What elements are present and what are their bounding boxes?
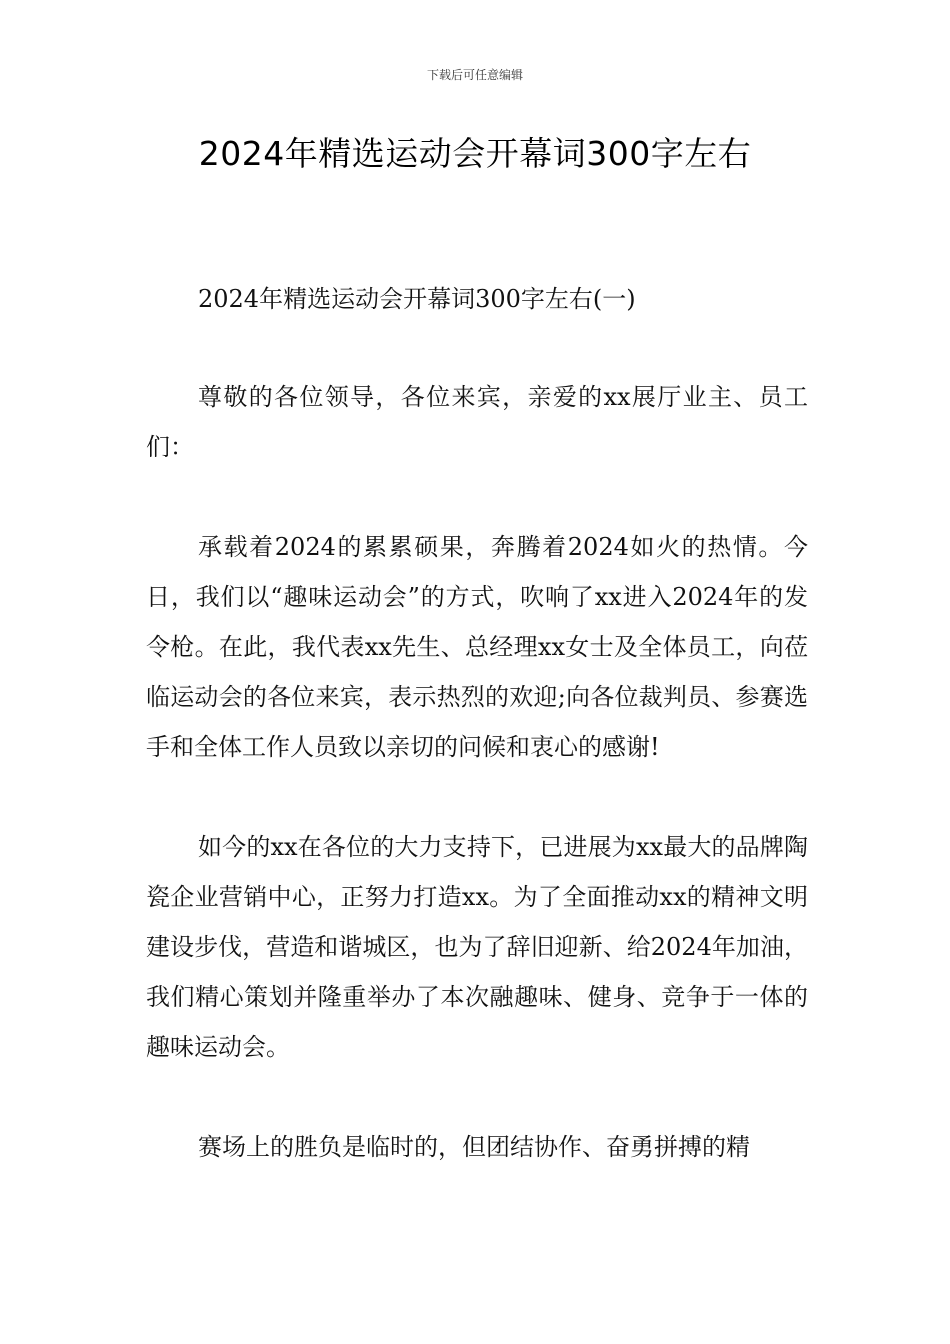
paragraph-closing: 赛场上的胜负是临时的，但团结协作、奋勇拼搏的精 (198, 1133, 750, 1161)
paragraph-welcome: 承载着2024的累累硕果，奔腾着2024如火的热情。今日，我们以“趣味运动会”的方式，吹响了xx进入2024年的发令枪。在此，我代表xx先生、总经理xx女士及全体员工，向莅临运动会的各位来宾，表示热烈的欢迎;向各位裁判员、参赛选手和全体工作人员致以亲切的问候和衷心的感谢! (146, 533, 808, 761)
paragraph-greeting: 尊敬的各位领导，各位来宾，亲爱的xx展厅业主、员工们： (146, 383, 808, 461)
section-subtitle: 2024年精选运动会开幕词300字左右(一) (198, 285, 636, 313)
document-title: 2024年精选运动会开幕词300字左右 (198, 134, 752, 173)
document-body (146, 274, 808, 1222)
paragraph-background: 如今的xx在各位的大力支持下，已进展为xx最大的品牌陶瓷企业营销中心，正努力打造xx。为了全面推动xx的精神文明建设步伐，营造和谐城区，也为了辞旧迎新、给2024年加油，我们精心策划并隆重举办了本次融趣味、健身、竞争于一体的趣味运动会。 (146, 833, 808, 1061)
header-note: 下载后可任意编辑 (426, 68, 523, 82)
